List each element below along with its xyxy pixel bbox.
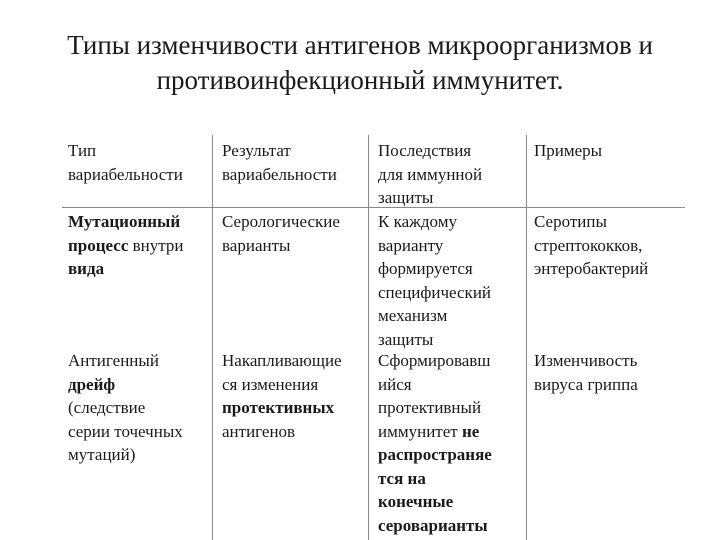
- header-result: Результат вариабельности: [222, 141, 337, 184]
- row1-type: Мутационный процесс внутри вида: [68, 212, 184, 278]
- header-examples: Примеры: [534, 141, 603, 160]
- title-line-1: Типы изменчивости антигенов микроорганизмов и: [67, 30, 653, 60]
- slide-title: [20, 28, 700, 98]
- row1-examples: Серотипы стрептококков, энтеробактерий: [534, 212, 649, 278]
- row2-type: Антигенный дрейф (следствие серии точечных мутаций): [68, 351, 183, 464]
- title-line-2: противоинфекционный иммунитет.: [156, 65, 564, 95]
- variability-table: [62, 135, 685, 540]
- row2-consequence: Сформировавш ийся протективный иммунитет не распространяе тся на конечные сероварианты: [378, 351, 492, 535]
- row1-result: Серологические варианты: [222, 212, 340, 255]
- header-type: Тип вариабельности: [68, 141, 183, 184]
- row2-examples: Изменчивость вируса гриппа: [534, 351, 638, 394]
- header-divider: [62, 207, 685, 208]
- column-divider: [212, 135, 213, 540]
- column-divider: [368, 135, 369, 540]
- row1-consequence: К каждому варианту формируется специфический механизм защиты: [378, 212, 492, 349]
- column-divider: [526, 135, 527, 540]
- header-consequence: Последствия для иммунной защиты: [378, 141, 483, 207]
- row2-result: Накапливающие ся изменения протективных антигенов: [222, 351, 342, 441]
